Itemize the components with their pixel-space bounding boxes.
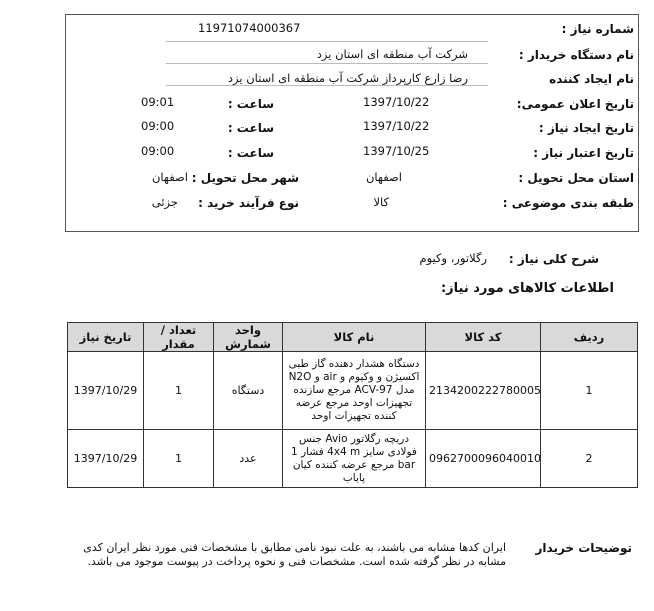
creator: رضا زارع کارپرداز شرکت آب منطقه ای استان یزد: [227, 71, 468, 85]
announce-time-label: ساعت :: [227, 97, 274, 111]
announce-date: 1397/10/22: [363, 95, 430, 109]
cell-name: دریچه رگلاتور Avio جنس فولادی سایز 4x4 m فشار 1 bar مرجع عرضه کننده کیان پایاب: [283, 430, 426, 488]
create-date-label: تاریخ ایجاد نیاز :: [538, 121, 634, 135]
divider: [166, 63, 488, 64]
valid-time: 09:00: [141, 144, 175, 158]
cell-date: 1397/10/29: [68, 352, 144, 430]
category: کالا: [373, 195, 389, 209]
summary-label: شرح کلی نیاز :: [508, 252, 599, 266]
summary-value: رگلاتور، وکیوم: [419, 251, 487, 265]
cell-name: دستگاه هشدار دهنده گاز طبی اکسیژن و وکیوم و air و N2O مدل ACV-97 مرجع سازنده تجهیزات اوحد مرجع عرضه کننده تجهیزات اوحد: [283, 352, 426, 430]
province-label: استان محل تحویل :: [518, 171, 634, 185]
buyer-notes-text: ایران کدها مشابه می باشند، به علت نبود نامی مطابق با مشخصات فنی مورد نظر ایران کدی مشابه در نظر گرفته شده است. مشخصات فنی و نحوه پرداخت در پیوست موجود می باشد.: [83, 541, 506, 568]
cell-qty: 1: [144, 352, 214, 430]
divider: [166, 41, 488, 42]
header-qty: تعداد / مقدار: [144, 323, 214, 352]
header-date: تاریخ نیاز: [68, 323, 144, 352]
announce-date-label: تاریخ اعلان عمومی:: [516, 97, 634, 111]
announce-time: 09:01: [141, 95, 175, 109]
items-table: [67, 322, 638, 488]
header-row: ردیف: [541, 323, 638, 352]
cell-date: 1397/10/29: [68, 430, 144, 488]
city: اصفهان: [151, 170, 188, 184]
divider: [166, 85, 488, 86]
header-code: کد کالا: [426, 323, 541, 352]
valid-time-label: ساعت :: [227, 146, 274, 160]
process-label: نوع فرآیند خرید :: [198, 196, 299, 210]
items-section-title: اطلاعات کالاهای مورد نیاز:: [440, 281, 614, 296]
table-row: [68, 430, 638, 488]
header-name: نام کالا: [283, 323, 426, 352]
need-number: 11971074000367: [198, 21, 301, 35]
table-header-row: [68, 323, 638, 352]
process: جزئی: [151, 195, 178, 209]
create-date: 1397/10/22: [363, 119, 430, 133]
city-label: شهر محل تحویل :: [191, 171, 299, 185]
cell-row: 2: [541, 430, 638, 488]
category-label: طبقه بندی موضوعی :: [502, 196, 634, 210]
cell-code: 0962700096040010: [426, 430, 541, 488]
create-time-label: ساعت :: [227, 121, 274, 135]
header-unit: واحد شمارش: [214, 323, 283, 352]
creator-label: نام ایجاد کننده: [549, 72, 634, 86]
buyer-org: شرکت آب منطقه ای استان یزد: [316, 47, 468, 61]
buyer-org-label: نام دستگاه خریدار :: [518, 48, 634, 62]
table-row: [68, 352, 638, 430]
valid-date: 1397/10/25: [363, 144, 430, 158]
buyer-notes-label: توضیحات خریدار: [535, 541, 632, 555]
valid-date-label: تاریخ اعتبار نیاز :: [533, 146, 634, 160]
cell-code: 2134200222780005: [426, 352, 541, 430]
cell-qty: 1: [144, 430, 214, 488]
need-number-label: شماره نیاز :: [561, 22, 634, 36]
province: اصفهان: [365, 170, 402, 184]
cell-unit: عدد: [214, 430, 283, 488]
cell-row: 1: [541, 352, 638, 430]
cell-unit: دستگاه: [214, 352, 283, 430]
create-time: 09:00: [141, 119, 175, 133]
